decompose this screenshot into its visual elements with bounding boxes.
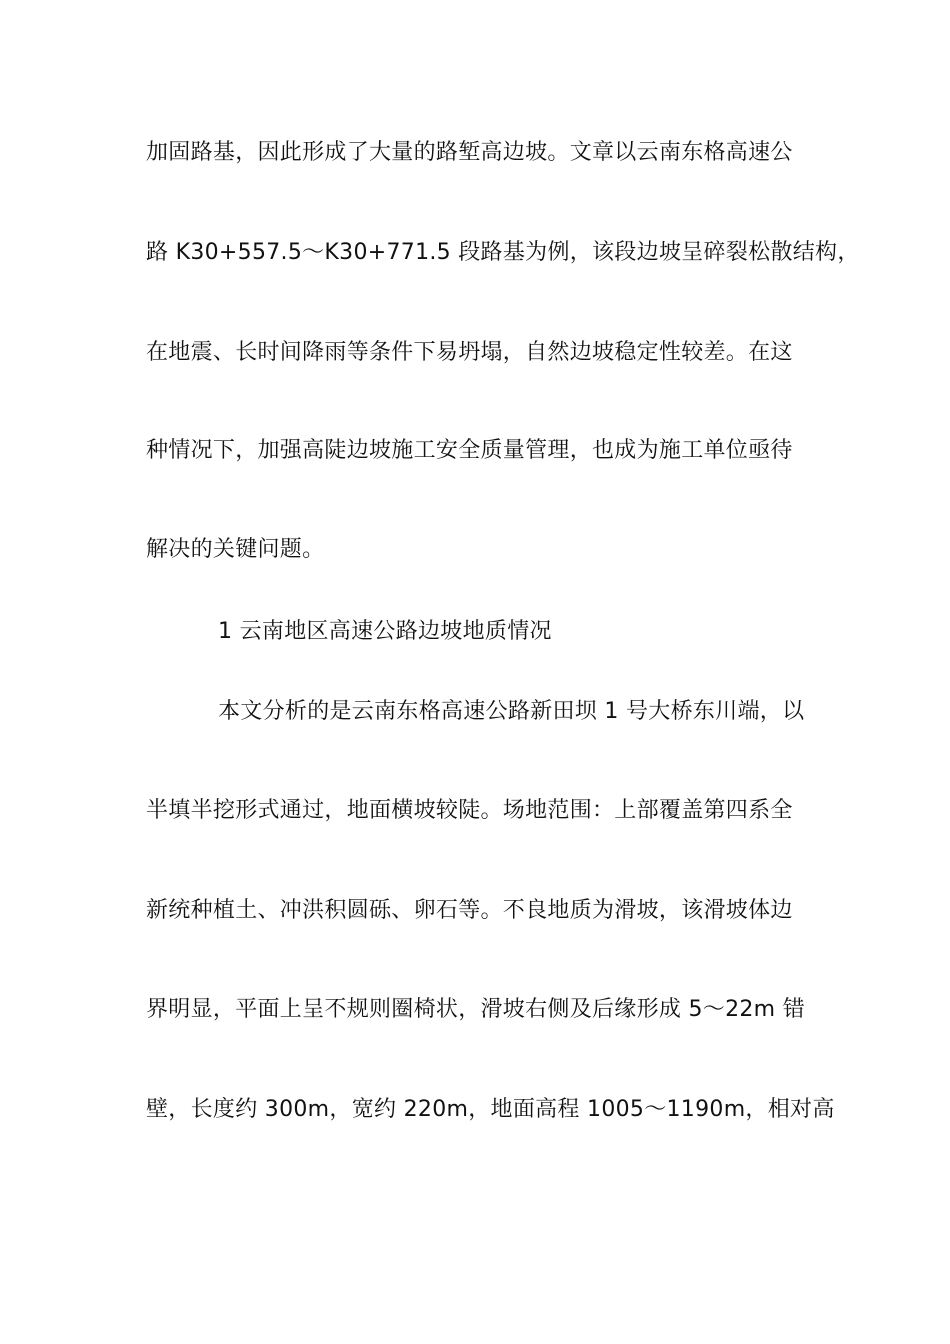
paragraph-line: 界明显，平面上呈不规则圈椅状，滑坡右侧及后缘形成 5～22m 错 bbox=[146, 997, 806, 1022]
paragraph-line: 加固路基，因此形成了大量的路堑高边坡。文章以云南东格高速公 bbox=[146, 140, 793, 165]
paragraph-line: 半填半挖形式通过，地面横坡较陡。场地范围：上部覆盖第四系全 bbox=[146, 798, 793, 823]
paragraph-line: 本文分析的是云南东格高速公路新田坝 1 号大桥东川端，以 bbox=[218, 699, 805, 724]
section-heading: 1 云南地区高速公路边坡地质情况 bbox=[218, 619, 552, 644]
paragraph-line: 种情况下，加强高陡边坡施工安全质量管理，也成为施工单位亟待 bbox=[146, 438, 793, 463]
paragraph-line: 新统种植土、冲洪积圆砾、卵石等。不良地质为滑坡，该滑坡体边 bbox=[146, 898, 793, 923]
paragraph-line: 在地震、长时间降雨等条件下易坍塌，自然边坡稳定性较差。在这 bbox=[146, 340, 793, 365]
paragraph-line: 解决的关键问题。 bbox=[146, 537, 325, 562]
paragraph-line: 路 K30+557.5～K30+771.5 段路基为例，该段边坡呈碎裂松散结构， bbox=[146, 240, 860, 265]
paragraph-line: 壁，长度约 300m，宽约 220m，地面高程 1005～1190m，相对高 bbox=[146, 1097, 835, 1122]
